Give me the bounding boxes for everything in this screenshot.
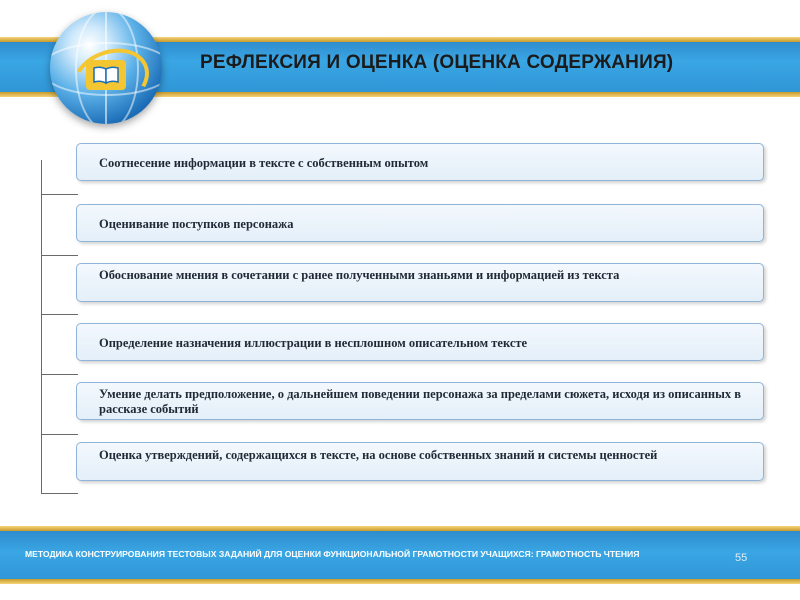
footer-caption: МЕТОДИКА КОНСТРУИРОВАНИЯ ТЕСТОВЫХ ЗАДАНИЙ ДЛЯ ОЦЕНКИ ФУНКЦИОНАЛЬНОЙ ГРАМОТНОСТИ УЧАЩИХСЯ: ГРАМОТНОСТЬ ЧТЕНИЯ	[25, 549, 640, 559]
page-number: 55	[735, 552, 748, 564]
list-item: Определение назначения иллюстрации в несплошном описательном тексте	[76, 323, 764, 361]
tree-connector	[41, 255, 78, 315]
tree-connector	[41, 160, 78, 195]
list-item: Оценивание поступков персонажа	[76, 204, 764, 242]
list-item: Оценка утверждений, содержащихся в тексте, на основе собственных знаний и системы ценностей	[76, 442, 764, 481]
tree-connector	[41, 434, 78, 494]
list-item: Обоснование мнения в сочетании с ранее полученными знаньями и информацией из текста	[76, 263, 764, 302]
tree-connector	[41, 374, 78, 435]
footer-gold-line-top	[0, 526, 800, 531]
footer-gold-line-bottom	[0, 579, 800, 584]
slide-title: РЕФЛЕКСИЯ И ОЦЕНКА (ОЦЕНКА СОДЕРЖАНИЯ)	[200, 52, 674, 73]
list-item: Соотнесение информации в тексте с собственным опытом	[76, 143, 764, 181]
tree-connector	[41, 314, 78, 375]
list-item: Умение делать предположение, о дальнейшем поведении персонажа за пределами сюжета, исходя из описанных в рассказе событий	[76, 382, 764, 420]
tree-connector	[41, 194, 78, 256]
